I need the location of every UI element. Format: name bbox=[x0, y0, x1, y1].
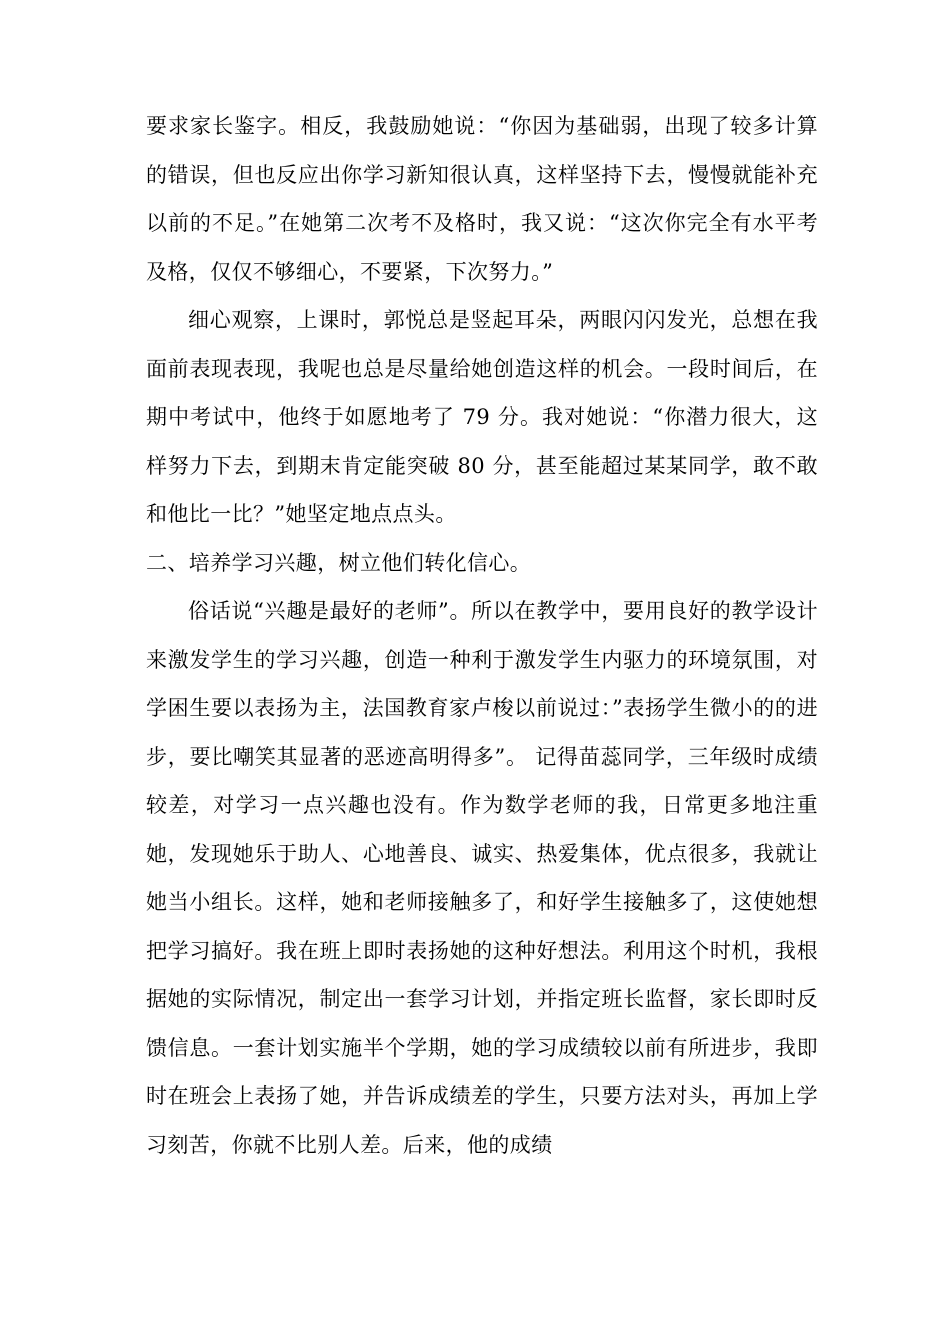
paragraph-interest: 俗话说“兴趣是最好的老师”。所以在教学中，要用良好的教学设计来激发学生的学习兴趣，创造一种利于激发学生内驱力的环境氛围，对学困生要以表扬为主，法国教育家卢梭以前说过：”表扬学生微小的的进步，要比嘲笑其显著的恶迹高明得多”。 记得苗蕊同学，三年级时成绩较差，对学习一点兴趣也没有。作为数学老师的我，日常更多地注重她，发现她乐于助人、心地善良、诚实、热爱集体，优点很多，我就让她当小组长。这样，她和老师接触多了，和好学生接触多了，这使她想把学习搞好。我在班上即时表扬她的这种好想法。利用这个时机，我根据她的实际情况，制定出一套学习计划，并指定班长监督，家长即时反馈信息。一套计划实施半个学期，她的学习成绩较以前有所进步，我即时在班会上表扬了她，并告诉成绩差的学生，只要方法对头，再加上学习刻苦，你就不比别人差。后来，他的成绩 bbox=[146, 599, 818, 1157]
paragraph-observation: 细心观察，上课时，郭悦总是竖起耳朵，两眼闪闪发光，总想在我面前表现表现，我呢也总是尽量给她创造这样的机会。一段时间后，在期中考试中，他终于如愿地考了 79 分。我对她说：“你潜力很大，这样努力下去，到期末肯定能突破 80 分，甚至能超过某某同学，敢不敢和他比一比？”她坚定地点点头。 bbox=[146, 308, 818, 526]
section-heading-interest: 二、培养学习兴趣，树立他们转化信心。 bbox=[146, 550, 532, 575]
paragraph-continuation: 要求家长鉴字。相反，我鼓励她说：“你因为基础弱，出现了较多计算的错误，但也反应出你学习新知很认真，这样坚持下去，慢慢就能补充以前的不足。”在她第二次考不及格时，我又说：“这次你完全有水平考及格，仅仅不够细心，不要紧，下次努力。” bbox=[146, 114, 818, 284]
document-page bbox=[146, 102, 818, 1169]
